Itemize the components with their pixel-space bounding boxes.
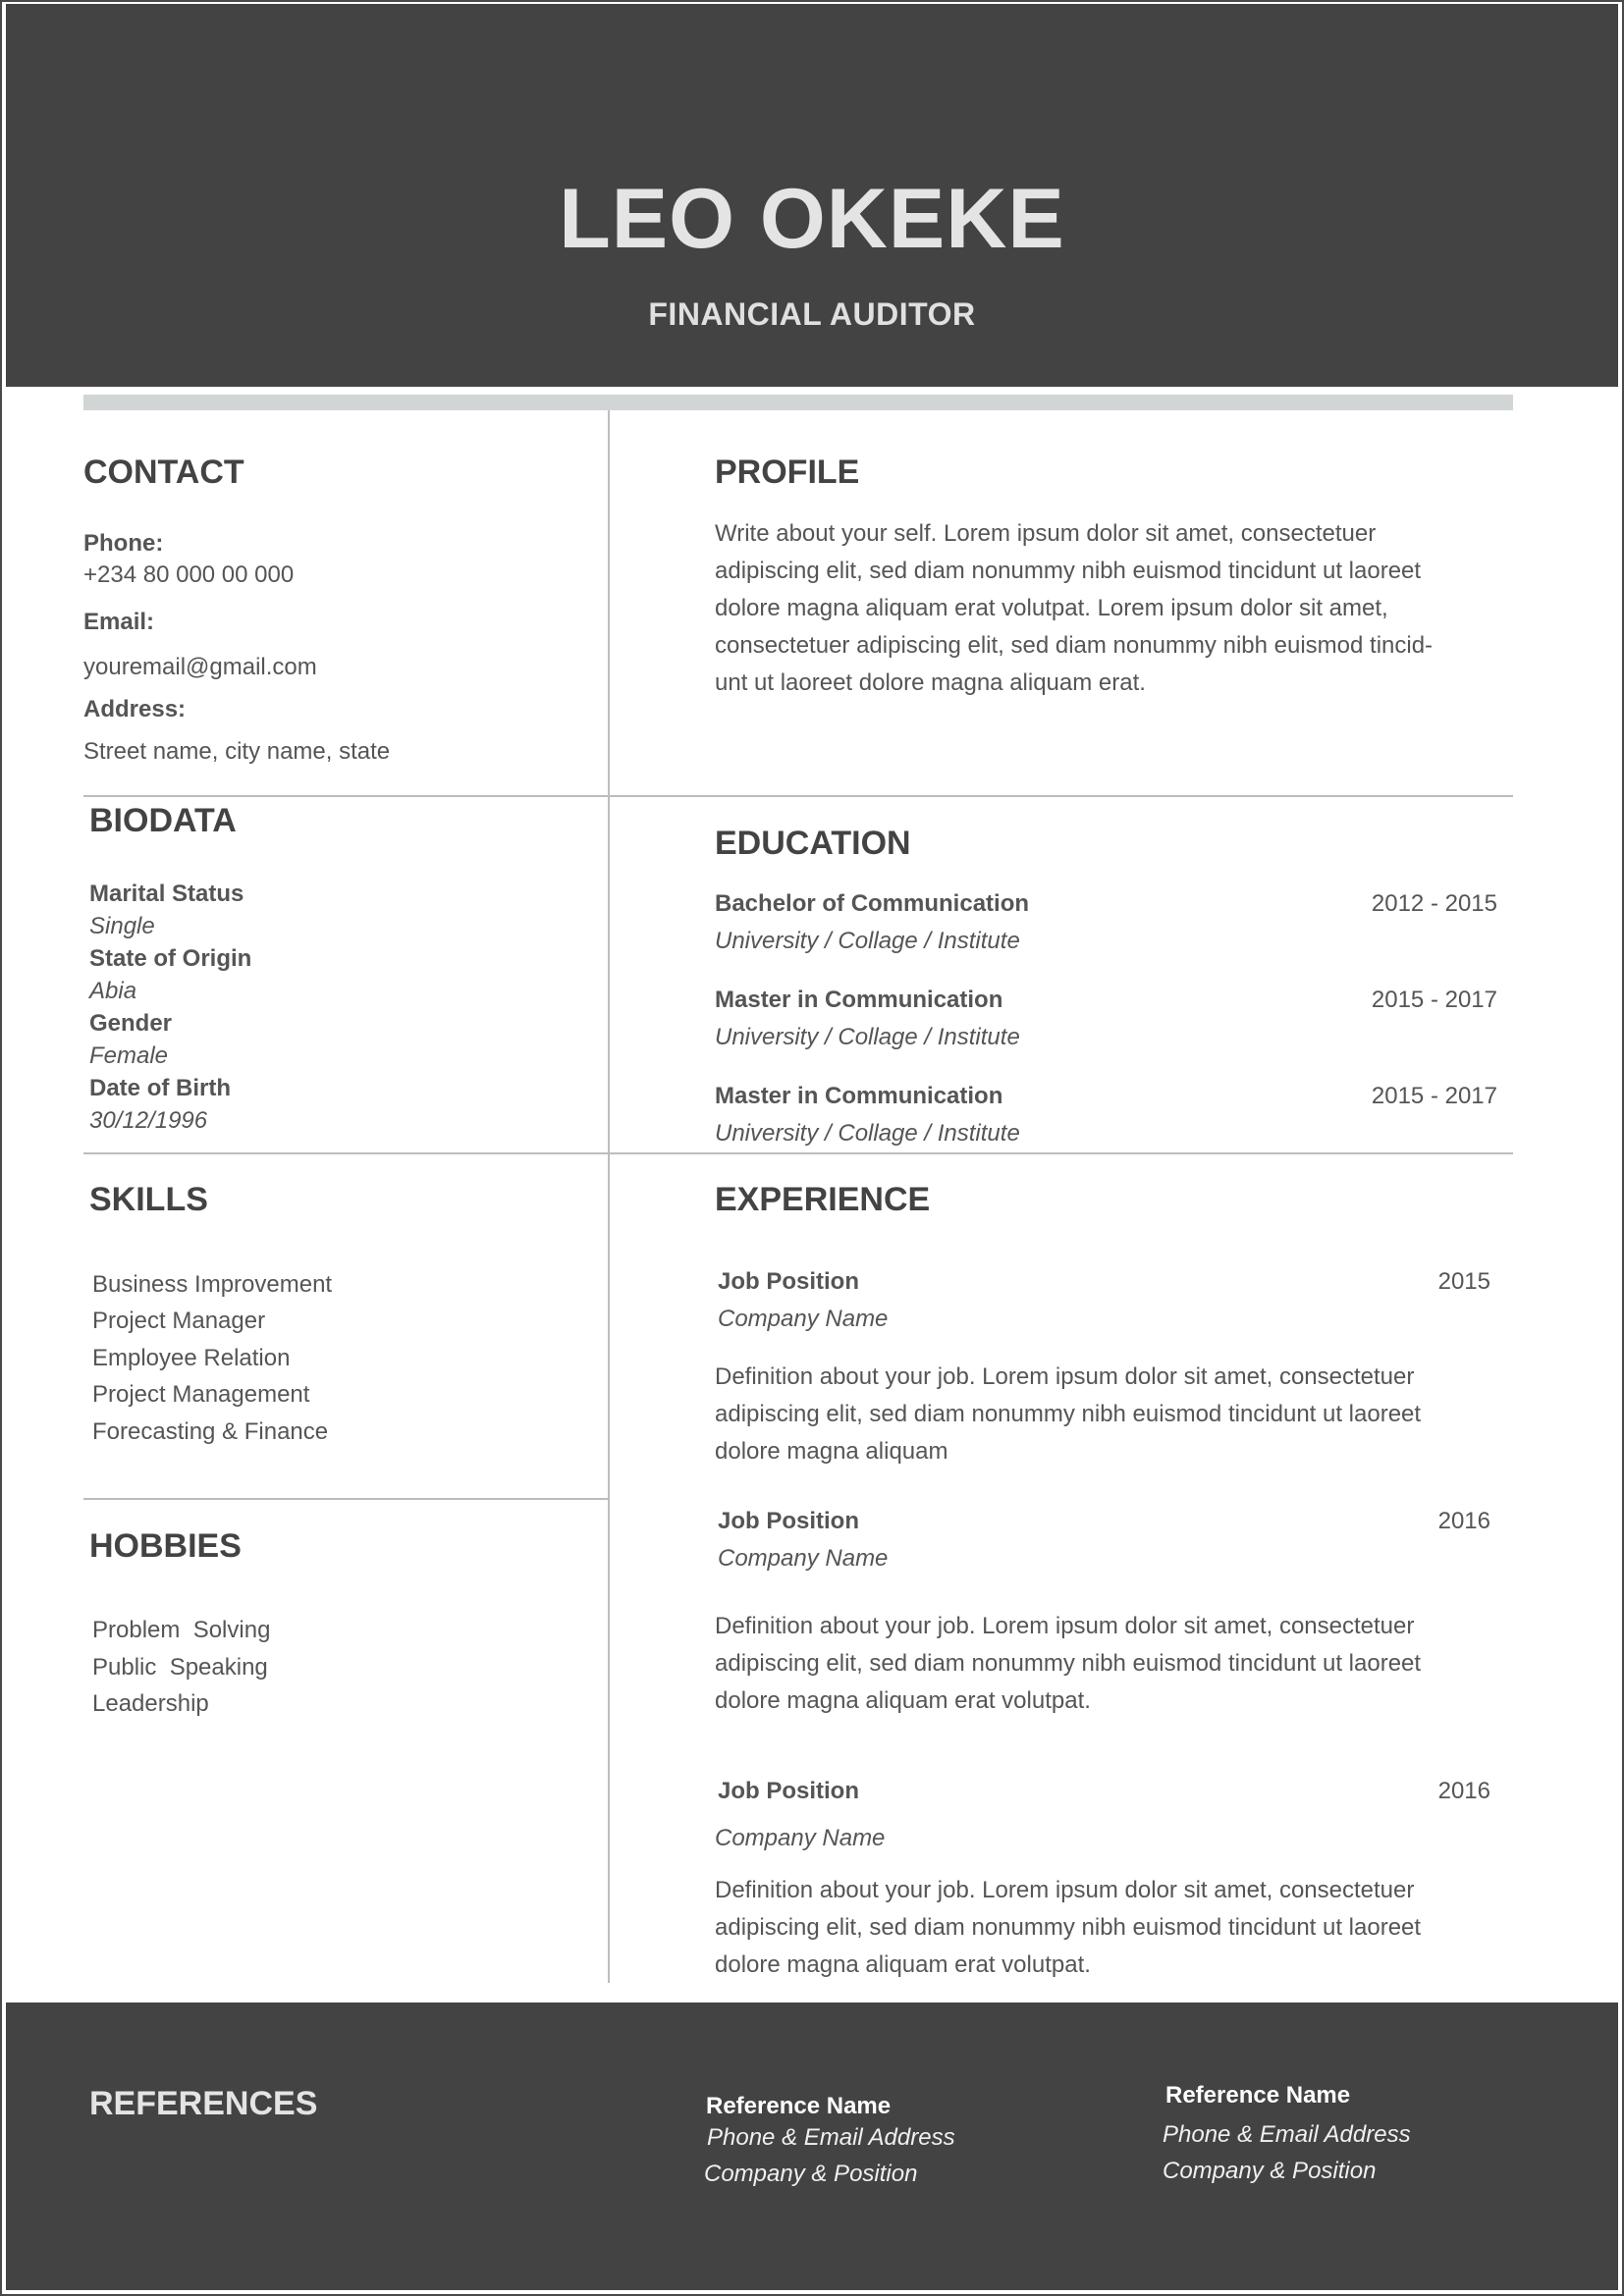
skill-item: Business Improvement [92,1271,333,1298]
education-degree: Bachelor of Communication [715,890,1030,917]
job-description-line: dolore magna aliquam [715,1438,948,1465]
job-description [715,1608,1495,1720]
state-of-origin-value: Abia [89,978,137,1004]
references-footer [6,2002,1618,2290]
job-company: Company Name [718,1545,889,1572]
skill-item: Project Management [92,1381,310,1408]
education-years: 2015 - 2017 [1371,1083,1497,1109]
gender-value: Female [89,1042,169,1069]
reference-contact: Phone & Email Address [707,2124,955,2151]
education-years: 2012 - 2015 [1371,890,1497,917]
profile-line: Write about your self. Lorem ipsum dolor sit amet, consectetuer [715,520,1377,547]
job-description-line: adipiscing elit, sed diam nonummy nibh euismod tincidunt ut laoreet [715,1914,1422,1941]
row-divider-2 [83,1152,1513,1154]
education-years: 2015 - 2017 [1371,987,1497,1013]
divider-bar [83,395,1513,410]
skill-item: Project Manager [92,1308,266,1334]
reference-name: Reference Name [1165,2082,1351,2109]
resume-name: LEO OKEKE [559,172,1065,266]
contact-heading: CONTACT [83,454,244,491]
row-divider-3 [83,1498,609,1500]
job-position: Job Position [718,1268,859,1295]
address-value: Street name, city name, state [83,738,391,765]
job-description-line: adipiscing elit, sed diam nonummy nibh euismod tincidunt ut laoreet [715,1650,1422,1677]
skill-item: Employee Relation [92,1345,291,1371]
date-of-birth-label: Date of Birth [89,1075,231,1101]
profile-heading: PROFILE [715,454,860,491]
education-school: University / Collage / Institute [715,928,1020,954]
education-degree: Master in Communication [715,1083,1003,1109]
job-year: 2015 [1437,1268,1490,1295]
job-description-line: dolore magna aliquam erat volutpat. [715,1687,1091,1714]
job-description [715,1359,1495,1470]
email-value: youremail@gmail.com [83,654,317,680]
reference-company: Company & Position [704,2161,918,2187]
profile-text [715,515,1510,702]
education-degree: Master in Communication [715,987,1003,1013]
biodata-heading: BIODATA [89,802,237,839]
phone-label: Phone: [83,530,164,557]
marital-status-label: Marital Status [89,881,244,907]
job-description-line: adipiscing elit, sed diam nonummy nibh euismod tincidunt ut laoreet [715,1401,1422,1427]
job-company: Company Name [718,1306,889,1332]
reference-contact: Phone & Email Address [1163,2121,1411,2148]
profile-line: consectetuer adipiscing elit, sed diam nonummy nibh euismod tincid- [715,632,1434,659]
reference-name: Reference Name [706,2093,892,2119]
experience-heading: EXPERIENCE [715,1181,931,1218]
skill-item: Forecasting & Finance [92,1418,329,1445]
header-banner [6,4,1618,387]
references-heading: REFERENCES [89,2085,318,2122]
gender-label: Gender [89,1010,173,1037]
address-label: Address: [83,696,187,722]
hobby-item: Leadership [92,1690,209,1717]
job-company: Company Name [715,1825,886,1851]
job-year: 2016 [1437,1778,1490,1804]
profile-line: adipiscing elit, sed diam nonummy nibh euismod tincidunt ut laoreet [715,558,1422,584]
phone-value: +234 80 000 00 000 [83,561,295,588]
skills-heading: SKILLS [89,1181,208,1218]
marital-status-value: Single [89,913,155,939]
job-year: 2016 [1437,1508,1490,1534]
education-heading: EDUCATION [715,825,911,862]
column-divider [608,410,610,1983]
date-of-birth-value: 30/12/1996 [89,1107,208,1134]
job-description-line: dolore magna aliquam erat volutpat. [715,1951,1091,1978]
job-description-line: Definition about your job. Lorem ipsum dolor sit amet, consectetuer [715,1613,1415,1639]
job-description-line: Definition about your job. Lorem ipsum dolor sit amet, consectetuer [715,1877,1415,1903]
row-divider-1 [83,795,1513,797]
job-position: Job Position [718,1778,859,1804]
profile-line: dolore magna aliquam erat volutpat. Lorem ipsum dolor sit amet, [715,595,1388,621]
job-position: Job Position [718,1508,859,1534]
job-description-line: Definition about your job. Lorem ipsum dolor sit amet, consectetuer [715,1363,1415,1390]
state-of-origin-label: State of Origin [89,945,252,972]
education-school: University / Collage / Institute [715,1024,1020,1050]
hobbies-heading: HOBBIES [89,1527,242,1565]
profile-line: unt ut laoreet dolore magna aliquam erat. [715,669,1146,696]
hobby-item: Public Speaking [92,1654,268,1681]
email-label: Email: [83,609,155,635]
job-title: FINANCIAL AUDITOR [648,296,976,332]
education-school: University / Collage / Institute [715,1120,1020,1147]
hobby-item: Problem Solving [92,1617,271,1643]
reference-company: Company & Position [1163,2158,1377,2184]
job-description [715,1872,1495,1984]
